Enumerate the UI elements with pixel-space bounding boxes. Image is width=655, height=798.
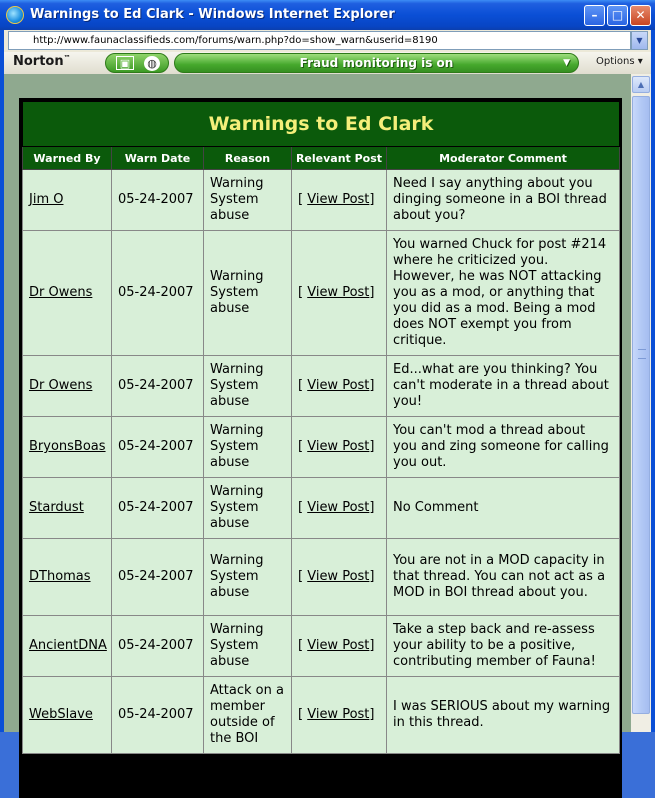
table-row — [23, 677, 620, 754]
relevant-post-cell — [292, 539, 387, 616]
warn-date-cell: 05-24-2007 — [112, 170, 204, 231]
table-row — [23, 478, 620, 539]
bracket-open: [ — [298, 378, 308, 393]
globe-icon[interactable]: ◍ — [144, 56, 160, 71]
column-header-relevant-post: Relevant Post — [292, 147, 387, 170]
relevant-post-cell — [292, 677, 387, 754]
warn-date-cell: 05-24-2007 — [112, 478, 204, 539]
address-bar — [4, 30, 651, 52]
column-header-reason: Reason — [204, 147, 292, 170]
page-title: Warnings to Ed Clark — [23, 102, 620, 147]
reason-cell: Warning System abuse — [204, 170, 292, 231]
norton-logo — [13, 54, 71, 69]
relevant-post-cell — [292, 478, 387, 539]
norton-logo-text: Norton — [13, 54, 64, 69]
table-row — [23, 231, 620, 356]
warned-by-cell — [23, 616, 112, 677]
user-link[interactable]: Dr Owens — [29, 378, 93, 393]
bracket-close: ] — [369, 569, 375, 584]
relevant-post-cell — [292, 417, 387, 478]
monitor-icon[interactable]: ▣ — [116, 56, 134, 70]
bracket-open: [ — [298, 707, 308, 722]
ie-logo-icon — [6, 6, 24, 24]
bracket-close: ] — [369, 439, 375, 454]
user-link[interactable]: BryonsBoas — [29, 439, 106, 454]
view-post-link[interactable]: View Post — [307, 192, 370, 207]
chevron-down-icon: ▼ — [563, 58, 570, 68]
comment-cell: You are not in a MOD capacity in that thread. You can not act as a MOD in BOI thread about you. — [387, 539, 620, 616]
reason-cell: Warning System abuse — [204, 417, 292, 478]
fraud-monitoring-label: Fraud monitoring is on — [299, 56, 454, 70]
table-row — [23, 356, 620, 417]
warned-by-cell — [23, 677, 112, 754]
warn-date-cell: 05-24-2007 — [112, 616, 204, 677]
warn-date-cell: 05-24-2007 — [112, 356, 204, 417]
warned-by-cell — [23, 539, 112, 616]
bracket-open: [ — [298, 500, 308, 515]
column-header-moderator-comment: Moderator Comment — [387, 147, 620, 170]
address-dropdown-button[interactable]: ▼ — [631, 31, 648, 50]
url-field[interactable]: http://www.faunaclassifieds.com/forums/warn.php?do=show_warn&userid=8190 — [8, 31, 631, 50]
comment-cell: You warned Chuck for post #214 where he criticized you. However, he was NOT attacking you as a mod, or anything that you did as a mod. Being a mod does NOT exempt you from critique. — [387, 231, 620, 356]
bracket-close: ] — [369, 192, 375, 207]
user-link[interactable]: WebSlave — [29, 707, 93, 722]
relevant-post-cell — [292, 170, 387, 231]
window-right-border — [651, 30, 655, 732]
warned-by-cell — [23, 478, 112, 539]
user-link[interactable]: AncientDNA — [29, 638, 107, 653]
bracket-close: ] — [369, 638, 375, 653]
scroll-thumb[interactable] — [632, 96, 650, 714]
reason-cell: Warning System abuse — [204, 231, 292, 356]
table-row — [23, 616, 620, 677]
table-row — [23, 417, 620, 478]
view-post-link[interactable]: View Post — [307, 638, 370, 653]
bracket-open: [ — [298, 285, 308, 300]
comment-cell: Take a step back and re-assess your ability to be a positive, contributing member of Fauna! — [387, 616, 620, 677]
user-link[interactable]: Jim O — [29, 192, 64, 207]
reason-cell: Warning System abuse — [204, 616, 292, 677]
relevant-post-cell — [292, 356, 387, 417]
reason-cell: Warning System abuse — [204, 539, 292, 616]
view-post-link[interactable]: View Post — [307, 569, 370, 584]
minimize-button[interactable]: – — [584, 5, 605, 26]
warned-by-cell — [23, 231, 112, 356]
bracket-close: ] — [369, 707, 375, 722]
warnings-table — [22, 101, 620, 754]
warnings-table-frame — [19, 98, 622, 798]
norton-tm: ™ — [63, 54, 71, 62]
reason-cell: Warning System abuse — [204, 356, 292, 417]
view-post-link[interactable]: View Post — [307, 285, 370, 300]
scroll-grip-icon — [638, 349, 646, 359]
bracket-open: [ — [298, 192, 308, 207]
warn-date-cell: 05-24-2007 — [112, 417, 204, 478]
fraud-monitoring-button[interactable] — [174, 53, 579, 73]
warn-date-cell: 05-24-2007 — [112, 231, 204, 356]
bracket-open: [ — [298, 569, 308, 584]
view-post-link[interactable]: View Post — [307, 378, 370, 393]
vertical-scrollbar[interactable] — [631, 74, 651, 732]
column-header-warned-by: Warned By — [23, 147, 112, 170]
view-post-link[interactable]: View Post — [307, 707, 370, 722]
user-link[interactable]: DThomas — [29, 569, 91, 584]
scroll-up-button[interactable]: ▲ — [632, 76, 650, 93]
relevant-post-cell — [292, 616, 387, 677]
norton-toolbar — [4, 52, 651, 75]
relevant-post-cell — [292, 231, 387, 356]
view-post-link[interactable]: View Post — [307, 439, 370, 454]
warn-date-cell: 05-24-2007 — [112, 677, 204, 754]
table-row — [23, 170, 620, 231]
norton-tools-group — [105, 53, 169, 73]
bracket-open: [ — [298, 638, 308, 653]
page-content — [4, 74, 631, 746]
bracket-close: ] — [369, 500, 375, 515]
reason-cell: Warning System abuse — [204, 478, 292, 539]
warned-by-cell — [23, 170, 112, 231]
bracket-close: ] — [369, 285, 375, 300]
warned-by-cell — [23, 356, 112, 417]
view-post-link[interactable]: View Post — [307, 500, 370, 515]
reason-cell: Attack on a member outside of the BOI — [204, 677, 292, 754]
bracket-open: [ — [298, 439, 308, 454]
comment-cell: You can't mod a thread about you and zing someone for calling you out. — [387, 417, 620, 478]
comment-cell: No Comment — [387, 478, 620, 539]
table-row — [23, 539, 620, 616]
warn-date-cell: 05-24-2007 — [112, 539, 204, 616]
user-link[interactable]: Dr Owens — [29, 285, 93, 300]
bracket-close: ] — [369, 378, 375, 393]
window-title: Warnings to Ed Clark - Windows Internet Explorer — [30, 7, 395, 22]
warned-by-cell — [23, 417, 112, 478]
norton-options-button[interactable]: Options ▾ — [596, 56, 643, 67]
window-titlebar — [0, 0, 655, 30]
user-link[interactable]: Stardust — [29, 500, 84, 515]
comment-cell: I was SERIOUS about my warning in this thread. — [387, 677, 620, 754]
close-button[interactable]: ✕ — [630, 5, 651, 26]
comment-cell: Ed...what are you thinking? You can't moderate in a thread about you! — [387, 356, 620, 417]
maximize-button[interactable]: □ — [607, 5, 628, 26]
comment-cell: Need I say anything about you dinging someone in a BOI thread about you? — [387, 170, 620, 231]
column-header-warn-date: Warn Date — [112, 147, 204, 170]
